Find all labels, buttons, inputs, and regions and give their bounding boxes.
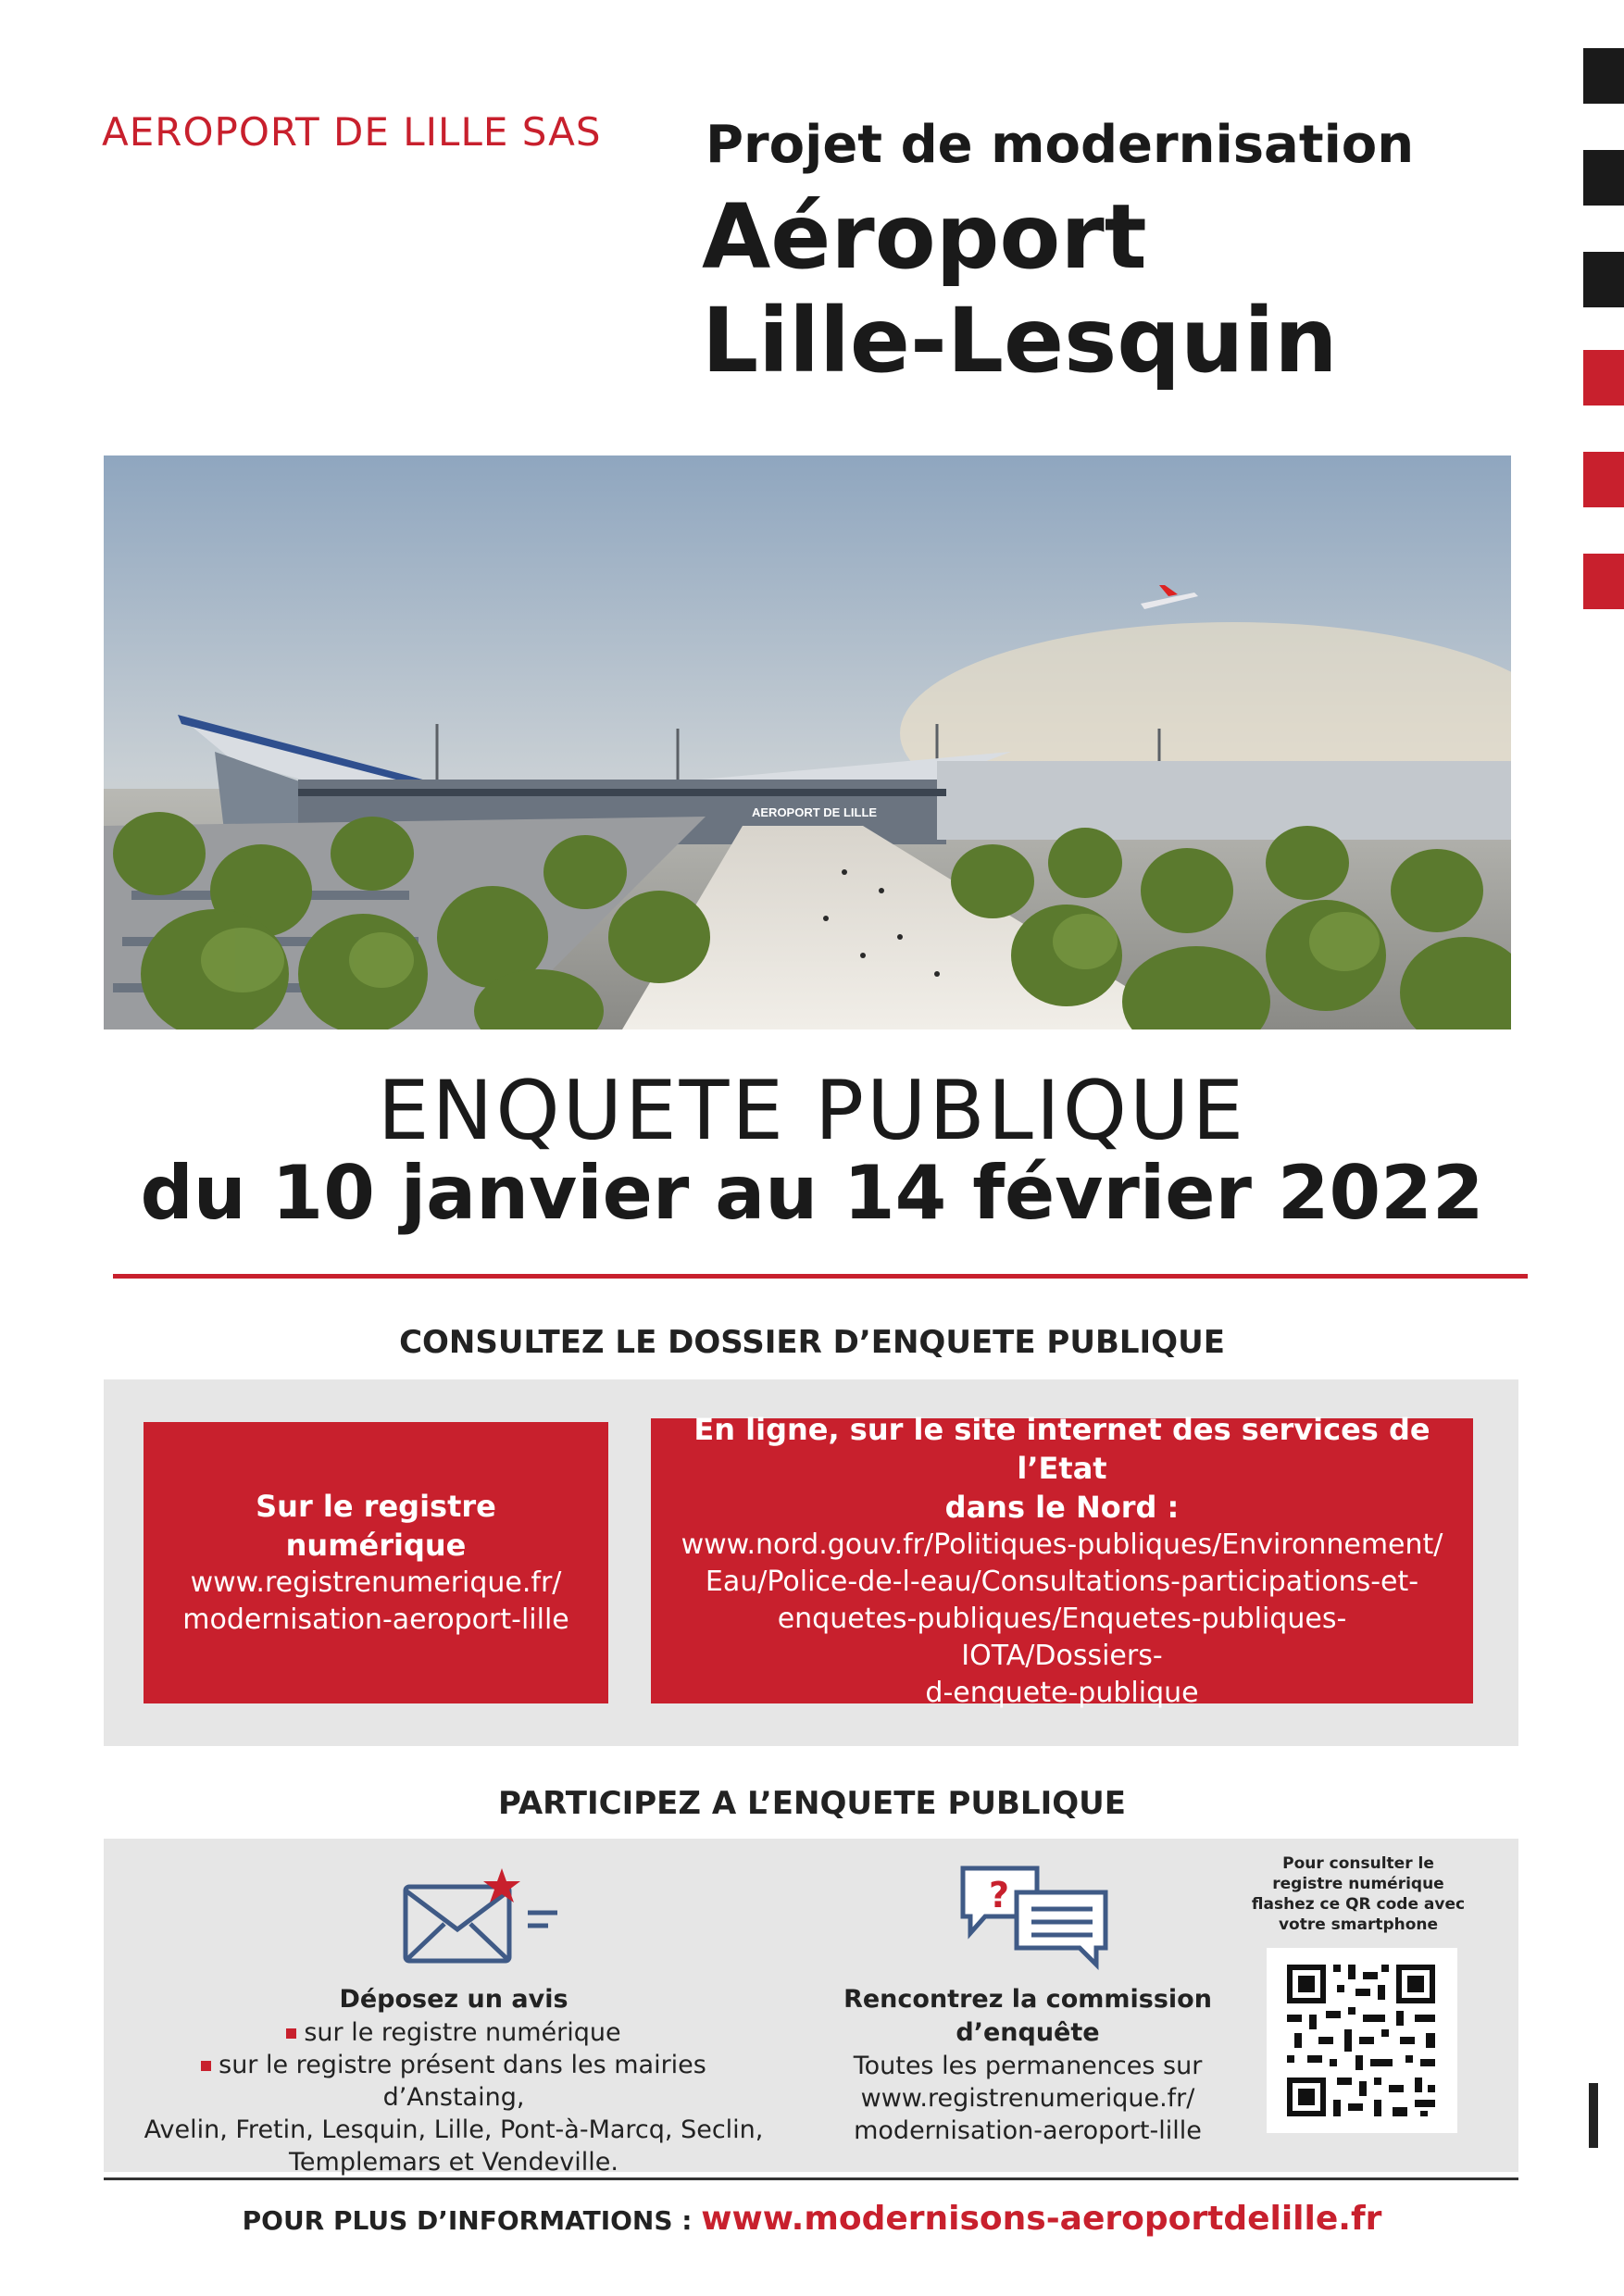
registre-numerique-card[interactable] (144, 1422, 608, 1703)
qr-caption-line-1: Pour consulter le (1282, 1854, 1434, 1873)
avis-item-2-line-3: Templemars et Vendeville. (289, 2148, 618, 2177)
footer-website-link[interactable]: www.modernisons-aeroportdelille.fr (701, 2200, 1382, 2238)
title-line-1: Aéroport (702, 185, 1147, 289)
site-etat-card[interactable] (651, 1412, 1473, 1709)
commission-line-1: Toutes les permanences sur (853, 2052, 1203, 2080)
commission-link-2[interactable]: modernisation-aeroport-lille (854, 2116, 1202, 2145)
edge-mark-3 (1583, 252, 1624, 307)
avis-item-2 (130, 2049, 778, 2114)
qr-caption (1241, 1853, 1476, 1935)
avis-item-2-line-2: Avelin, Fretin, Lesquin, Lille, Pont-à-Marcq, Seclin, (144, 2115, 764, 2144)
qr-caption-line-4: votre smartphone (1278, 1915, 1439, 1934)
commission-link-1[interactable]: www.registrenumerique.fr/ (860, 2084, 1195, 2113)
qr-caption-line-3: flashez ce QR code avec (1251, 1895, 1466, 1914)
page-title (702, 185, 1338, 393)
avis-item-1 (130, 2016, 778, 2049)
project-label: Projet de modernisation (706, 115, 1415, 175)
envelope-star-icon (398, 1865, 565, 1966)
qr-code[interactable] (1267, 1948, 1457, 2133)
etat-card-heading-1: En ligne, sur le site internet des services de l’Etat (693, 1412, 1430, 1486)
organization-name: AEROPORT DE LILLE SAS (102, 109, 602, 155)
bullet-icon (201, 2061, 211, 2071)
airport-rendering-image (104, 455, 1511, 1029)
enquete-heading: ENQUETE PUBLIQUE (377, 1063, 1247, 1158)
etat-card-link-4[interactable]: d-enquete-publique (925, 1677, 1199, 1709)
chat-bubbles-icon (957, 1861, 1115, 1972)
etat-card-link-2[interactable]: Eau/Police-de-l-eau/Consultations-participations-et- (705, 1566, 1419, 1598)
deposez-avis-heading: Déposez un avis (339, 1985, 568, 2014)
commission-heading-2: d’enquête (956, 2018, 1100, 2047)
avis-item-1-text: sur le registre numérique (304, 2018, 621, 2047)
edge-mark-2 (1583, 150, 1624, 206)
edge-mark-6 (1583, 554, 1624, 609)
commission-block (815, 1983, 1241, 2147)
enquete-dates: du 10 janvier au 14 février 2022 (140, 1150, 1484, 1236)
registre-card-heading: Sur le registre numérique (256, 1489, 496, 1563)
deposez-avis-block (130, 1983, 778, 2178)
footer-label: POUR PLUS D’INFORMATIONS : (242, 2205, 702, 2236)
terminal-sign: AEROPORT DE LILLE (752, 805, 878, 819)
edge-mark-1 (1583, 48, 1624, 104)
registre-card-link-2[interactable]: modernisation-aeroport-lille (182, 1603, 569, 1636)
etat-card-heading-2: dans le Nord : (944, 1490, 1180, 1525)
consult-section-title: CONSULTEZ LE DOSSIER D’ENQUETE PUBLIQUE (399, 1324, 1225, 1361)
qr-caption-line-2: registre numérique (1272, 1875, 1444, 1893)
participate-section-title: PARTICIPEZ A L’ENQUETE PUBLIQUE (498, 1785, 1126, 1822)
etat-card-link-3[interactable]: enquetes-publiques/Enquetes-publiques-IOTA/Dossiers- (777, 1603, 1347, 1672)
commission-heading-1: Rencontrez la commission (843, 1985, 1212, 2014)
title-line-2: Lille-Lesquin (702, 289, 1338, 393)
edge-mark-5 (1583, 452, 1624, 507)
footer-divider (104, 2177, 1518, 2180)
printer-tag (1589, 2083, 1598, 2148)
etat-card-link-1[interactable]: www.nord.gouv.fr/Politiques-publiques/Environnement/ (681, 1529, 1443, 1561)
divider (113, 1274, 1528, 1279)
footer (0, 2200, 1624, 2238)
bullet-icon (286, 2028, 296, 2039)
avis-item-2-text-1: sur le registre présent dans les mairies d’Anstaing, (219, 2051, 706, 2112)
svg-text:?: ? (989, 1875, 1010, 1915)
edge-mark-4 (1583, 350, 1624, 406)
registre-card-link-1[interactable]: www.registrenumerique.fr/ (190, 1566, 562, 1599)
